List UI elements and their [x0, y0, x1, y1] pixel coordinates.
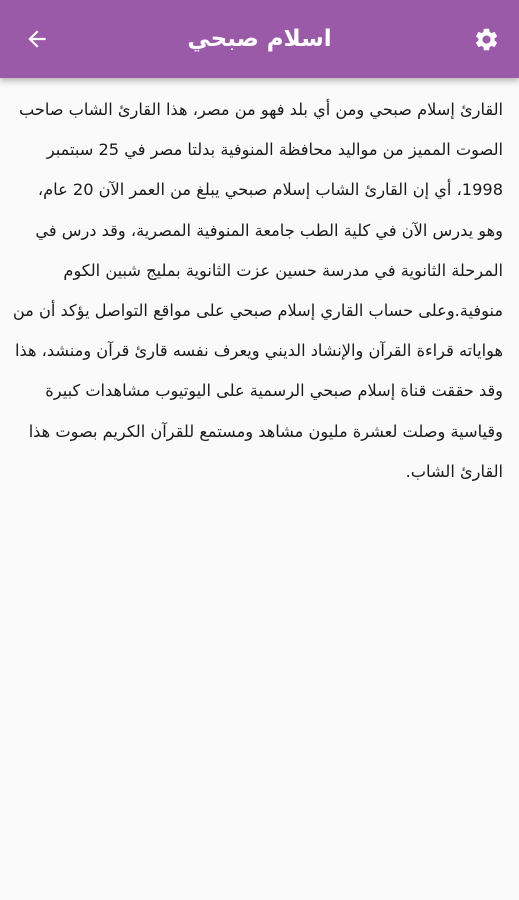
article-content — [12, 90, 503, 492]
page-title: اسلام صبحي — [187, 26, 332, 52]
gear-icon — [473, 26, 500, 53]
app-bar — [0, 0, 519, 78]
back-button[interactable] — [22, 24, 52, 54]
article-body: القارئ إسلام صبحي ومن أي بلد فهو من مصر، هذا القارئ الشاب صاحب الصوت المميز من مواليد محافظة المنوفية بدلتا مصر في 25 سبتمبر 1998، أي إن القارئ الشاب إسلام صبحي يبلغ من العمر الآن 20 عام، وهو يدرس الآن في كلية الطب جامعة المنوفية المصرية، وقد درس في المرحلة الثانوية في مدرسة حسين عزت الثانوية بمليج شبين الكوم منوفية.وعلى حساب القاري إسلام صبحي على مواقع التواصل يؤكد أن من هواياته قراءة القرآن والإنشاد الديني ويعرف نفسه قارئ قرآن ومنشد، هذا وقد حققت قناة إسلام صبحي الرسمية على اليوتيوب مشاهدات كبيرة وقياسية وصلت لعشرة مليون مشاهد ومستمع للقرآن الكريم بصوت هذا القارئ الشاب. — [12, 100, 503, 481]
settings-button[interactable] — [471, 24, 501, 54]
arrow-left-icon — [24, 26, 50, 52]
